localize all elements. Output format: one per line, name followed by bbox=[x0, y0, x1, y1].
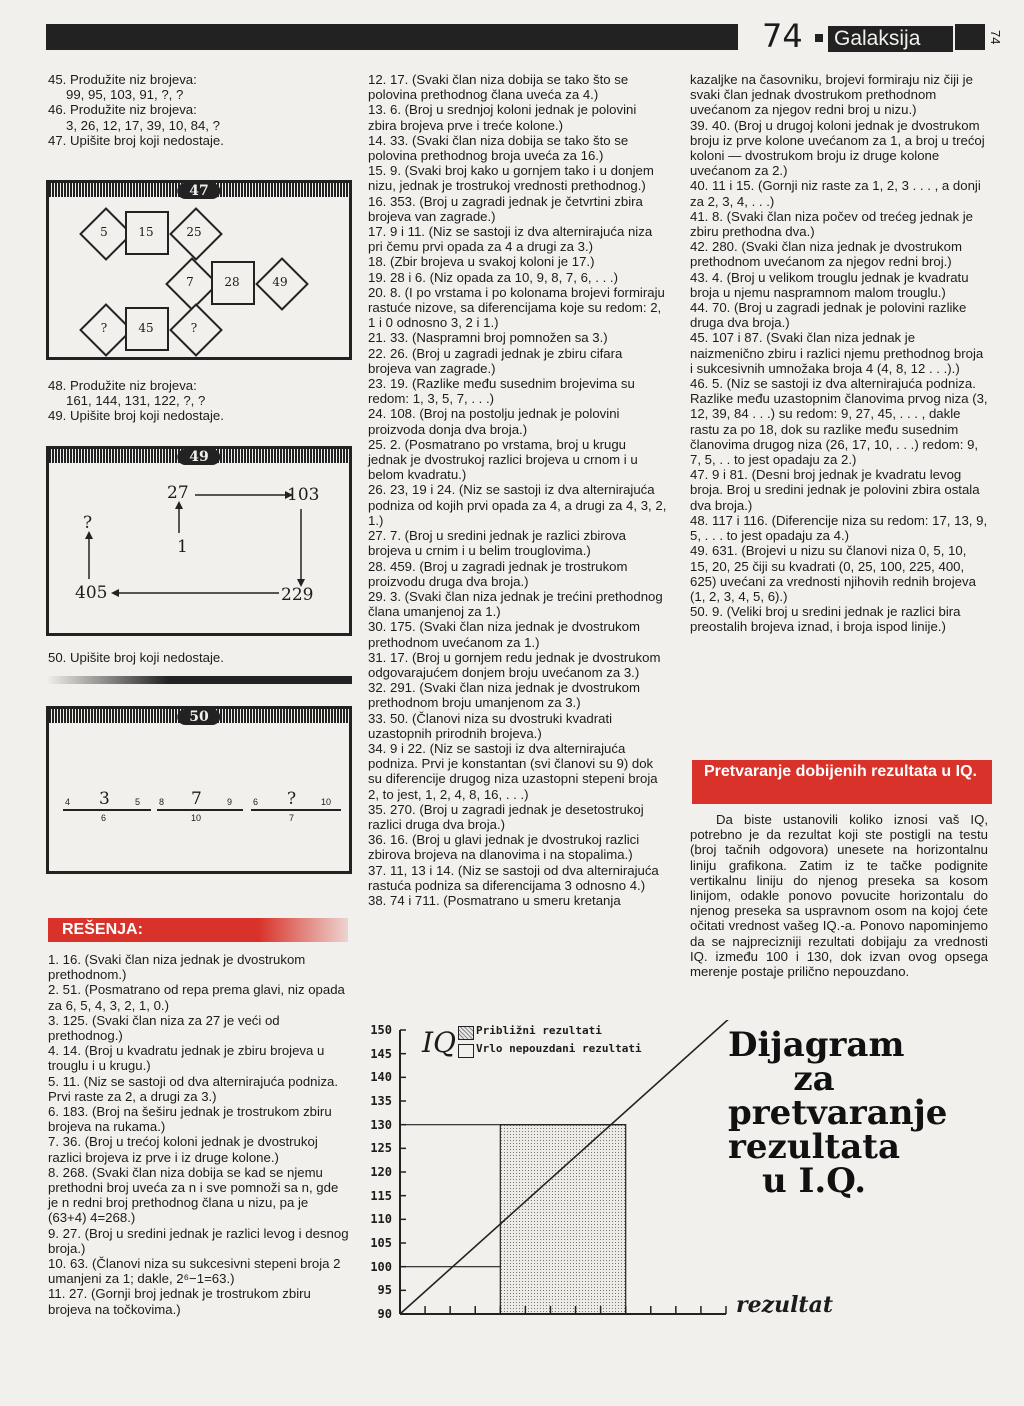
diagram-title: Dijagram za pretvaranje rezultata u I.Q. bbox=[728, 1025, 948, 1201]
answer-item: 42. 280. (Svaki član niza jednak je dvostrukom prethodnom uvećanom za njegov redni broj.) bbox=[690, 239, 962, 270]
answer-item: 15. 9. (Svaki broj kako u gornjem tako i u donjem nizu, jednak je trostrukoj vrednosti prethodnog.) bbox=[368, 163, 654, 194]
answer-item: 13. 6. (Broj u srednjoj koloni jednak je polovini zbira brojeva prve i treće kolone.) bbox=[368, 102, 637, 133]
answer-item: 48. 117 i 116. (Diferencije niza su redom: 17, 13, 9, 5, . . . to jest opadaju za 4.) bbox=[690, 512, 988, 544]
answers-column-3 bbox=[690, 72, 988, 635]
answer-item: 38. 74 i 711. (Posmatrano u smeru kretanja bbox=[368, 892, 621, 908]
y-tick-label: 115 bbox=[370, 1188, 392, 1203]
y-tick-label: 140 bbox=[370, 1070, 392, 1085]
answers-column-1 bbox=[48, 952, 350, 1317]
answer-item: 21. 33. (Naspramni broj pomnožen sa 3.) bbox=[368, 330, 608, 346]
answer-item: 3. 125. (Svaki član niza za 27 je veći od prethodnog.) bbox=[48, 1012, 280, 1044]
legend-swatch-empty bbox=[458, 1044, 474, 1058]
q46-sequence: 3, 26, 12, 17, 39, 10, 84, ? bbox=[66, 117, 220, 133]
answer-item: 37. 11, 13 i 14. (Niz se sastoji od dva alternirajuća rastuća podniza sa diferencijama 3 odnosno 4.) bbox=[368, 862, 659, 893]
q48-title: 48. Produžite niz brojeva: bbox=[48, 378, 197, 393]
answer-item: 46. 5. (Niz se sastoji iz dva alternirajuća podniza. Razlike među uzastopnim članovima prvog niza (3, 12, 39, 84 . . .) su redom: 9, 27, 45, . . . , dakle rastu za po 18, dok su razlike među susednim članovima drugog niza (26, 17, 10, . . .) redom: 9, 7, 5, . . to jest opadaju za 2.) bbox=[690, 376, 988, 468]
number-1: 1 bbox=[177, 537, 188, 557]
right-num: 5 bbox=[135, 797, 141, 807]
diamond-number: ? bbox=[100, 321, 108, 335]
iq-section-text: Da biste ustanovili koliko iznosi vaš IQ, potrebno je da rezultat koji ste postigli na testu (broj tačnih odgovora) unesete na horizontalnu liniju grafikona. Zatim iz te tačke podignite vertikalnu liniju do njenog preseka sa kosom linijom, odakle ponovo povucite horizontalu do njenog preseka sa uspravnom osom na kojoj ćete očitati vrednost vašeg IQ.-a. Ponovo napominjemo da se najprecizniji rezultati dobijaju za vrednosti IQ. između 100 i 130, dok izvan ovog opsega merenje postaje prilično nepouzdano. bbox=[690, 812, 988, 980]
questions-block-3 bbox=[48, 650, 348, 665]
y-tick-label: 110 bbox=[370, 1212, 392, 1227]
left-num: 6 bbox=[253, 797, 259, 807]
answer-item: 25. 2. (Posmatrano po vrstama, broj u krugu jednak je dvostrukoj razlici brojeva u crnom i u belom kvadratu.) bbox=[368, 436, 638, 483]
answer-item: 45. 107 i 87. (Svaki član niza jednak je naizmenično zbiru i razlici njemu prethodnog broja i sukcesivnih umnožaka broja 4 (4, 8, 12 . . .).) bbox=[690, 330, 984, 376]
q45-sequence: 99, 95, 103, 91, ?, ? bbox=[66, 87, 184, 103]
y-tick-label: 145 bbox=[370, 1046, 392, 1061]
y-tick-label: 130 bbox=[370, 1117, 392, 1132]
top-num: 3 bbox=[99, 789, 110, 809]
y-tick-label: 120 bbox=[370, 1165, 392, 1179]
answer-item: 18. (Zbir brojeva u svakoj koloni je 17.) bbox=[368, 254, 595, 270]
header-bar bbox=[46, 24, 738, 50]
answer-item: kazaljke na časovniku, brojevi formiraju niz čiji je svaki član jednak dvostrukom prethodnom uvećanom za njegov redni broj u nizu.) bbox=[690, 72, 973, 118]
puzzle-badge: 50 bbox=[177, 709, 220, 725]
puzzle-49 bbox=[46, 446, 352, 636]
answer-item: 49. 631. (Brojevi u nizu su članovi niza 0, 5, 10, 15, 20, 25 čiji su kvadrati (0, 25, 100, 225, 400, 625) uvećani za vrednosti njihovih rednih brojeva (1, 2, 3, 4, 5, 6).) bbox=[690, 543, 976, 604]
puzzle-47 bbox=[46, 180, 352, 360]
iq-section-header: Pretvaranje dobijenih rezultata u IQ. bbox=[692, 760, 992, 804]
answer-item: 33. 50. (Članovi niza su dvostruki kvadrati uzastopnih prirodnih brojeva.) bbox=[368, 710, 613, 741]
reliable-region bbox=[500, 1125, 625, 1314]
number-229: 229 bbox=[281, 585, 314, 605]
answer-item: 1. 16. (Svaki član niza jednak je dvostrukom prethodnom.) bbox=[48, 952, 306, 983]
q46-title: 46. Produžite niz brojeva: bbox=[48, 102, 197, 118]
left-num: 4 bbox=[65, 797, 71, 807]
square-number: 45 bbox=[138, 321, 154, 335]
answer-item: 6. 183. (Broj na šeširu jednak je trostrukom zbiru brojeva na rukama.) bbox=[48, 1104, 332, 1135]
fraction-line bbox=[63, 809, 151, 811]
answer-item: 4. 14. (Broj u kvadratu jednak je zbiru brojeva u trouglu i u krugu.) bbox=[48, 1043, 325, 1074]
answer-item: 9. 27. (Broj u sredini jednak je razlici levog i desnog broja.) bbox=[48, 1225, 349, 1256]
fraction-group-2 bbox=[157, 789, 243, 829]
y-tick-label: 135 bbox=[370, 1094, 392, 1108]
page-number: 74 bbox=[762, 17, 803, 55]
questions-block-1 bbox=[48, 72, 348, 148]
answer-item: 2. 51. (Posmatrano od repa prema glavi, niz opada za 6, 5, 4, 3, 2, 1, 0.) bbox=[48, 982, 345, 1013]
fraction-group-1 bbox=[63, 789, 151, 829]
puzzle-50 bbox=[46, 706, 352, 874]
legend-swatch-dotted bbox=[458, 1026, 474, 1040]
fraction-line bbox=[157, 809, 243, 811]
x-axis-label: rezultat bbox=[736, 1292, 834, 1318]
diamond-number: ? bbox=[190, 321, 198, 335]
square-number: 15 bbox=[138, 225, 154, 239]
diamond-number: 5 bbox=[100, 225, 108, 239]
answers-column-2 bbox=[368, 72, 668, 908]
answer-item: 19. 28 i 6. (Niz opada za 10, 9, 8, 7, 6, . . .) bbox=[368, 269, 618, 285]
q50-text: 50. Upišite broj koji nedostaje. bbox=[48, 650, 224, 665]
answer-item: 44. 70. (Broj u zagradi jednak je polovini razlike druga dva broja.) bbox=[690, 300, 967, 331]
number-question: ? bbox=[83, 513, 93, 533]
answer-item: 34. 9 i 22. (Niz se sastoji iz dva alternirajuća podniza. Prvi je konstantan (svi članovi su 9) dok su diferencije drugog niza uzastopni stepeni broja 2, to jest, 1, 2, 4, 8, 16, . . .) bbox=[368, 740, 658, 802]
header-bar-end bbox=[955, 24, 985, 50]
number-27: 27 bbox=[167, 483, 189, 503]
y-tick-label: 90 bbox=[377, 1307, 392, 1321]
magazine-name: Galaksija 213 bbox=[828, 26, 953, 52]
y-tick-label: 95 bbox=[377, 1283, 392, 1298]
legend-label-1: Približni rezultati bbox=[476, 1024, 602, 1037]
answer-item: 23. 19. (Razlike među susednim brojevima su redom: 1, 3, 5, 7, . . .) bbox=[368, 376, 635, 407]
puzzle-badge: 47 bbox=[177, 183, 220, 199]
fraction-group-3 bbox=[251, 789, 341, 829]
answer-item: 10. 63. (Članovi niza su sukcesivni stepeni broja 2 umanjeni za 1; dakle, 2⁶−1=63.) bbox=[48, 1256, 341, 1287]
bottom-num: 10 bbox=[191, 813, 202, 823]
diamond-number: 7 bbox=[186, 275, 194, 289]
top-num: ? bbox=[287, 789, 297, 809]
number-405: 405 bbox=[75, 583, 108, 603]
answer-item: 11. 27. (Gornji broj jednak je trostrukom zbiru brojeva na točkovima.) bbox=[48, 1286, 311, 1317]
answer-item: 14. 33. (Svaki član niza dobija se tako što se polovina prethodnog broja uveća za 16.) bbox=[368, 132, 629, 164]
questions-block-2 bbox=[48, 378, 348, 424]
answer-item: 30. 175. (Svaki član niza jednak je dvostrukom prethodnom uvećanom za 1.) bbox=[368, 619, 640, 650]
answer-item: 5. 11. (Niz se sastoji od dva alternirajuća podniza. Prvi raste za 2, a drugi za 3.) bbox=[48, 1073, 339, 1104]
answer-item: 41. 8. (Svaki član niza počev od trećeg jednak je zbiru prethodna dva.) bbox=[690, 208, 973, 240]
right-num: 10 bbox=[321, 797, 332, 807]
diamond-number: 25 bbox=[186, 225, 202, 239]
fraction-line bbox=[251, 809, 341, 811]
bottom-num: 7 bbox=[289, 813, 295, 823]
y-tick-label: 100 bbox=[370, 1259, 392, 1274]
number-103: 103 bbox=[287, 485, 320, 505]
y-tick-label: 125 bbox=[370, 1141, 392, 1156]
y-tick-label: 150 bbox=[370, 1023, 392, 1037]
answer-item: 29. 3. (Svaki član niza jednak je trećini prethodnog člana umanjenoj za 1.) bbox=[368, 588, 663, 620]
answer-item: 8. 268. (Svaki član niza dobija se kad se njemu prethodni broj uveća za n i sve pomnoži sa n, gde je n redni broj prethodnog člana u nizu, pa je (63+4) 4=268.) bbox=[48, 1164, 339, 1226]
q49-text: 49. Upišite broj koji nedostaje. bbox=[48, 408, 224, 424]
right-num: 9 bbox=[227, 797, 233, 807]
q48-sequence: 161, 144, 131, 122, ?, ? bbox=[66, 393, 206, 409]
q45-title: 45. Produžite niz brojeva: bbox=[48, 72, 197, 87]
answer-item: 20. 8. (I po vrstama i po kolonama brojevi formiraju rastuće nizove, sa diferencijama koje su redom: 2, 1 i 0 odnosno 3, 2 i 1.) bbox=[368, 284, 665, 331]
separator-square bbox=[815, 34, 823, 42]
top-num: 7 bbox=[191, 789, 202, 809]
answer-item: 7. 36. (Broj u trećoj koloni jednak je dvostrukoj razlici brojeva iz prve i iz druge kolone.) bbox=[48, 1134, 318, 1165]
answer-item: 16. 353. (Broj u zagradi jednak je četvrtini zbira brojeva van zagrade.) bbox=[368, 193, 643, 224]
puzzle-49-arrows bbox=[49, 449, 349, 633]
iq-chart-svg bbox=[366, 1020, 740, 1326]
iq-chart bbox=[366, 1020, 740, 1326]
answer-item: 27. 7. (Broj u sredini jednak je razlici zbirova brojeva u crnim i u belim trouglovima.) bbox=[368, 528, 627, 559]
side-page-number: 74 bbox=[988, 30, 1003, 45]
answer-item: 12. 17. (Svaki član niza dobija se tako što se polovina prethodnog člana uveća za 4.) bbox=[368, 72, 629, 103]
square-number: 28 bbox=[224, 275, 240, 289]
answer-item: 28. 459. (Broj u zagradi jednak je trostrukom proizvodu druga dva broja.) bbox=[368, 558, 628, 589]
y-axis-label: IQ bbox=[422, 1026, 457, 1059]
answer-item: 39. 40. (Broj u drugoj koloni jednak je dvostrukom broju iz prve kolone uvećanom za 1, a broj u trećoj koloni — dvostrukom broju iz druge kolone uvećanom za 2.) bbox=[690, 117, 985, 179]
answer-item: 43. 4. (Broj u velikom trouglu jednak je kvadratu broja u njemu naspramnom malom trouglu.) bbox=[690, 269, 969, 300]
solutions-header: REŠENJA: bbox=[48, 918, 348, 942]
answer-item: 50. 9. (Veliki broj u sredini jednak je razlici bira preostalih brojeva iznad, i broja ispod linije.) bbox=[690, 604, 961, 635]
divider bbox=[46, 676, 352, 684]
legend-label-2: Vrlo nepouzdani rezultati bbox=[476, 1042, 642, 1055]
answer-item: 24. 108. (Broj na postolju jednak je polovini proizvoda donja dva broja.) bbox=[368, 406, 620, 437]
bottom-num: 6 bbox=[101, 813, 107, 823]
left-num: 8 bbox=[159, 797, 165, 807]
answer-item: 47. 9 i 81. (Desni broj jednak je kvadratu levog broja. Broj u sredini jednak je polovini zbira ostala dva broja.) bbox=[690, 467, 980, 513]
answer-item: 40. 11 i 15. (Gornji niz raste za 1, 2, 3 . . . , a donji za 2, 3, 4, . . .) bbox=[690, 178, 981, 209]
diamond-number: 49 bbox=[272, 275, 288, 289]
answer-item: 36. 16. (Broj u glavi jednak je dvostrukoj razlici zbirova brojeva na dlanovima i na stopalima.) bbox=[368, 832, 640, 863]
answer-item: 17. 9 i 11. (Niz se sastoji iz dva alternirajuća niza pri čemu prvi opada za 4 a drugi za 3.) bbox=[368, 224, 653, 255]
answer-item: 35. 270. (Broj u zagradi jednak je desetostrukoj razlici druga dva broja.) bbox=[368, 801, 644, 832]
answer-item: 31. 17. (Broj u gornjem redu jednak je dvostrukom odgovarajućem donjem broju uvećanom za 3.) bbox=[368, 649, 661, 680]
answer-item: 22. 26. (Broj u zagradi jednak je zbiru cifara brojeva van zagrade.) bbox=[368, 345, 623, 376]
answer-item: 26. 23, 19 i 24. (Niz se sastoji iz dva alternirajuća podniza od kojih prvi opada za 4, a drugi za 4, 3, 2, 1.) bbox=[368, 482, 667, 528]
y-tick-label: 105 bbox=[370, 1236, 392, 1250]
answer-item: 32. 291. (Svaki član niza jednak je dvostrukom prethodnom broju umanjenom za 3.) bbox=[368, 680, 640, 711]
q47-text: 47. Upišite broj koji nedostaje. bbox=[48, 132, 224, 148]
puzzle-badge: 49 bbox=[177, 449, 220, 465]
